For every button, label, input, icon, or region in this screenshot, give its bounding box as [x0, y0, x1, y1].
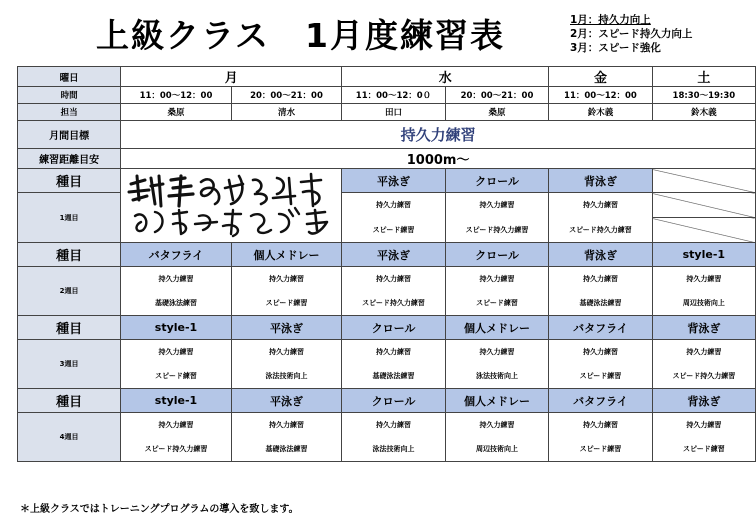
distance-row: [18, 149, 756, 169]
event-cell: 個人メドレー: [231, 243, 342, 267]
practice-cell: 基礎泳法練習: [549, 291, 652, 316]
event-cell: 平泳ぎ: [342, 169, 446, 193]
week2-practice-row: [18, 291, 756, 316]
practice-cell: 泳法技術向上: [445, 364, 548, 389]
practice-cell: 基礎泳法練習: [121, 291, 232, 316]
time-cell: 20：00～21：00: [445, 87, 548, 104]
week2-practice-row: [18, 267, 756, 292]
practice-cell: スピード持久力練習: [121, 437, 232, 462]
new-year-signature: [121, 169, 342, 243]
kind-label: 種目: [18, 389, 121, 413]
event-cell: 個人メドレー: [445, 389, 548, 413]
practice-cell: スピード練習: [652, 437, 755, 462]
practice-cell: 持久力練習: [231, 267, 342, 292]
schedule-table: [17, 66, 756, 462]
monthly-goal-row: [18, 121, 756, 149]
practice-cell: 泳法技術向上: [231, 364, 342, 389]
week3-event-row: [18, 316, 756, 340]
event-cell: 背泳ぎ: [549, 169, 652, 193]
practice-cell: 泳法技術向上: [342, 437, 446, 462]
practice-cell: スピード練習: [445, 291, 548, 316]
week2-event-row: [18, 243, 756, 267]
time-cell: 20：00～21：00: [231, 87, 342, 104]
week2-label: 2週目: [18, 267, 121, 316]
practice-cell: 持久力練習: [445, 340, 548, 365]
week4-practice-row: [18, 437, 756, 462]
coach-label: 担当: [18, 104, 121, 121]
time-row: [18, 87, 756, 104]
practice-cell: 持久力練習: [231, 413, 342, 438]
week4-event-row: [18, 389, 756, 413]
practice-cell: 基礎泳法練習: [231, 437, 342, 462]
practice-cell: 持久力練習: [549, 340, 652, 365]
time-cell: 11：00～12：00: [121, 87, 232, 104]
kind-label: 種目: [18, 169, 121, 193]
week4-label: 4週目: [18, 413, 121, 462]
distance-label: 練習距離目安: [18, 149, 121, 169]
distance-value: 1000m～: [121, 149, 756, 169]
practice-cell: 持久力練習: [445, 267, 548, 292]
practice-cell: スピード練習: [231, 291, 342, 316]
event-cell: バタフライ: [121, 243, 232, 267]
day-header: 土: [652, 67, 755, 87]
event-cell: 平泳ぎ: [231, 389, 342, 413]
week3-practice-row: [18, 364, 756, 389]
time-label: 時間: [18, 87, 121, 104]
practice-cell: 持久力練習: [231, 340, 342, 365]
event-cell: style-1: [121, 316, 232, 340]
practice-cell: 持久力練習: [121, 413, 232, 438]
coach-row: [18, 104, 756, 121]
kind-label: 種目: [18, 243, 121, 267]
day-label: 曜日: [18, 67, 121, 87]
empty-slot: [652, 218, 755, 243]
week3-label: 3週目: [18, 340, 121, 389]
page-title: 上級クラス 1月度練習表: [96, 16, 505, 55]
quarter-goals: [570, 13, 692, 55]
event-cell: 平泳ぎ: [231, 316, 342, 340]
kind-label: 種目: [18, 316, 121, 340]
practice-cell: 持久力練習: [652, 267, 755, 292]
practice-cell: 持久力練習: [342, 193, 446, 218]
goal-line: 3月：スピード強化: [570, 42, 661, 54]
practice-cell: スピード持久力練習: [549, 218, 652, 243]
empty-slot: [652, 169, 755, 193]
event-cell: 背泳ぎ: [652, 316, 755, 340]
footer-note: ＊上級クラスではトレーニングプログラムの導入を致します。: [20, 504, 299, 515]
event-cell: バタフライ: [549, 389, 652, 413]
coach-cell: 鈴木義: [549, 104, 652, 121]
goal-line: 2月：スピード持久力向上: [570, 28, 693, 40]
week4-practice-row: [18, 413, 756, 438]
event-cell: 背泳ぎ: [652, 389, 755, 413]
monthly-goal-value: 持久力練習: [121, 121, 756, 149]
practice-cell: 持久力練習: [342, 340, 446, 365]
practice-cell: 持久力練習: [121, 340, 232, 365]
practice-cell: 周辺技術向上: [652, 291, 755, 316]
event-cell: クロール: [342, 389, 446, 413]
practice-cell: スピード練習: [549, 437, 652, 462]
practice-cell: 持久力練習: [445, 193, 548, 218]
coach-cell: 桑原: [445, 104, 548, 121]
practice-cell: 持久力練習: [549, 193, 652, 218]
practice-cell: 持久力練習: [445, 413, 548, 438]
time-cell: 11：00～12：00: [549, 87, 652, 104]
practice-cell: 持久力練習: [652, 413, 755, 438]
event-cell: 背泳ぎ: [549, 243, 652, 267]
time-cell: 11：00～12：0０: [342, 87, 446, 104]
practice-cell: スピード持久力練習: [445, 218, 548, 243]
goal-line: 1月：持久力向上: [570, 14, 651, 26]
coach-cell: 清水: [231, 104, 342, 121]
event-cell: 個人メドレー: [445, 316, 548, 340]
practice-cell: スピード練習: [549, 364, 652, 389]
day-header: 月: [121, 67, 342, 87]
monthly-goal-label: 月間目標: [18, 121, 121, 149]
new-year-calligraphy-image: [121, 170, 341, 242]
practice-cell: スピード持久力練習: [652, 364, 755, 389]
day-row: [18, 67, 756, 87]
event-cell: 平泳ぎ: [342, 243, 446, 267]
practice-cell: 持久力練習: [549, 267, 652, 292]
coach-cell: 桑原: [121, 104, 232, 121]
event-cell: バタフライ: [549, 316, 652, 340]
day-header: 金: [549, 67, 652, 87]
practice-cell: スピード持久力練習: [342, 291, 446, 316]
event-cell: クロール: [342, 316, 446, 340]
practice-cell: スピード練習: [342, 218, 446, 243]
week1-label: 1週目: [18, 193, 121, 243]
practice-cell: 持久力練習: [121, 267, 232, 292]
practice-cell: スピード練習: [121, 364, 232, 389]
practice-cell: 持久力練習: [652, 340, 755, 365]
event-cell: クロール: [445, 169, 548, 193]
empty-slot: [652, 193, 755, 218]
practice-cell: 周辺技術向上: [445, 437, 548, 462]
coach-cell: 鈴木義: [652, 104, 755, 121]
day-header: 水: [342, 67, 549, 87]
event-cell: クロール: [445, 243, 548, 267]
coach-cell: 田口: [342, 104, 446, 121]
practice-cell: 持久力練習: [342, 413, 446, 438]
practice-cell: 基礎泳法練習: [342, 364, 446, 389]
practice-cell: 持久力練習: [342, 267, 446, 292]
time-cell: 18:30～19:30: [652, 87, 755, 104]
practice-cell: 持久力練習: [549, 413, 652, 438]
event-cell: style-1: [121, 389, 232, 413]
week1-event-row: [18, 169, 756, 193]
week3-practice-row: [18, 340, 756, 365]
event-cell: style-1: [652, 243, 755, 267]
